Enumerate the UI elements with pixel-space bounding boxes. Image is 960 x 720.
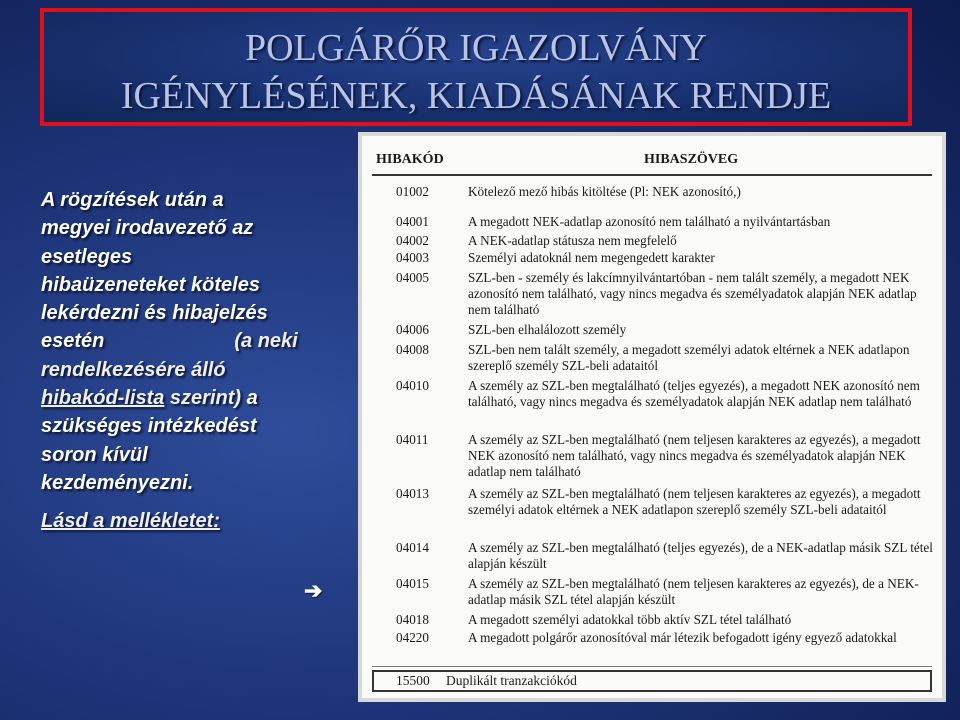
table-row — [362, 378, 942, 410]
error-code: 04014 — [396, 540, 429, 555]
error-code: 04006 — [396, 322, 429, 337]
error-code: 04220 — [396, 630, 429, 645]
table-row — [362, 214, 942, 230]
table-row — [362, 486, 942, 518]
error-code: 04001 — [396, 214, 429, 229]
error-text: Duplikált tranzakciókód — [446, 673, 577, 688]
error-text: SZL-ben elhalálozott személy — [468, 322, 627, 337]
text-span: kezdeményezni. — [41, 471, 194, 494]
table-row — [362, 184, 942, 200]
error-text: A megadott személyi adatokkal több aktív SZL tétel található — [468, 612, 792, 627]
title-box — [40, 8, 912, 126]
text-line — [41, 243, 331, 271]
text-line — [41, 469, 331, 497]
text-line — [41, 271, 331, 299]
table-row — [362, 233, 942, 249]
header-code: HIBAKÓD — [376, 152, 444, 167]
text-line — [41, 412, 331, 440]
header-text: HIBASZÖVEG — [644, 152, 739, 167]
text-span: szerint) — [169, 387, 242, 410]
table-row — [362, 322, 942, 338]
error-code: 04018 — [396, 612, 429, 627]
instruction-text — [41, 186, 331, 536]
text-span: lekérdezni — [41, 302, 139, 325]
text-span: (a neki — [234, 330, 298, 353]
divider — [372, 174, 932, 176]
text-span: esetleges — [41, 245, 133, 268]
text-line — [41, 384, 331, 412]
text-line — [41, 214, 331, 242]
error-code: 04010 — [396, 378, 429, 393]
error-code: 15500 — [396, 673, 430, 688]
error-code: 04002 — [396, 233, 429, 248]
error-code: 04003 — [396, 250, 429, 265]
text-line — [41, 186, 331, 214]
text-span: köteles — [191, 273, 260, 296]
error-text: Személyi adatoknál nem megengedett karakter — [468, 250, 715, 265]
text-span: rendelkezésére álló — [41, 358, 226, 381]
hibakod-lista-link[interactable]: hibakód-lista — [41, 387, 165, 410]
divider — [372, 666, 932, 667]
text-span: az — [232, 217, 254, 240]
text-span: és hibajelzés — [144, 302, 268, 325]
text-line — [41, 441, 331, 469]
error-text: A megadott NEK-adatlap azonosító nem található a nyilvántartásban — [468, 214, 831, 229]
text-span: hibaüzeneteket — [41, 273, 186, 296]
table-row — [362, 250, 942, 266]
error-text: A személy az SZL-ben megtalálható (teljes egyezés), de a NEK-adatlap másik SZL tétel alapján készült — [468, 540, 933, 571]
text-span: megyei irodavezető — [41, 217, 227, 240]
text-line — [41, 356, 331, 384]
error-code: 04008 — [396, 342, 429, 357]
table-row — [362, 270, 942, 317]
table-row — [372, 670, 932, 692]
error-code-table — [358, 132, 946, 702]
text-line — [41, 507, 331, 535]
error-text: SZL-ben nem talált személy, a megadott személyi adatok eltérnek a NEK adatlapon szereplő személy SZL-beli adataitól — [468, 342, 910, 373]
error-code: 04011 — [396, 432, 429, 447]
text-span: A rögzítések után a — [41, 189, 224, 211]
table-row — [362, 576, 942, 608]
table-row — [362, 432, 942, 479]
error-text: A személy az SZL-ben megtalálható (nem teljesen karakteres az egyezés), de a NEK-adatlap másik SZL tétel alapján készült — [468, 576, 919, 607]
error-text: A megadott polgárőr azonosítóval már létezik befogadott igény egyező adatokkal — [468, 630, 897, 645]
error-text: A személy az SZL-ben megtalálható (teljes egyezés), a megadott NEK azonosító nem található, vagy nincs megadva és személyadatok alapján NEK adatlap nem található — [468, 378, 920, 409]
error-text: SZL-ben - személy és lakcímnyilvántartóban - nem talált személy, a megadott NEK azonosító nem található, vagy nincs megadva és személyadatok alapján NEK adatlap nem található — [468, 270, 917, 317]
error-text: A NEK-adatlap státusza nem megfelelő — [468, 233, 677, 248]
text-line — [41, 327, 331, 355]
text-span: esetén — [41, 330, 105, 353]
error-code: 04005 — [396, 270, 429, 285]
error-text: Kötelező mező hibás kitöltése (Pl: NEK azonosító,) — [468, 184, 741, 199]
arrow-right-icon: ➔ — [304, 578, 323, 603]
error-text: A személy az SZL-ben megtalálható (nem teljesen karakteres az egyezés), a megadott NEK azonosító nem található, vagy nincs megadva és személyadatok alapján NEK adatlap nem található — [468, 432, 921, 479]
error-code: 04013 — [396, 486, 429, 501]
table-row — [362, 612, 942, 628]
table-row — [362, 630, 942, 646]
text-span: soron kívül — [41, 443, 148, 466]
table-row — [362, 342, 942, 374]
error-code: 04015 — [396, 576, 429, 591]
text-span: a — [246, 387, 258, 410]
text-span: szükséges intézkedést — [41, 415, 257, 438]
error-code: 01002 — [396, 184, 429, 199]
text-line — [41, 299, 331, 327]
attachment-link[interactable]: Lásd a mellékletet: — [41, 510, 220, 533]
table-row — [362, 540, 942, 572]
error-text: A személy az SZL-ben megtalálható (nem teljesen karakteres az egyezés), a megadott személyi adatok eltérnek a NEK adatlapon szereplő személy SZL-beli adataitól — [468, 486, 921, 517]
page-title-line-2: IGÉNYLÉSÉNEK, KIADÁSÁNAK RENDJE — [120, 75, 832, 117]
page-title-line-1: POLGÁRŐR IGAZOLVÁNY — [245, 27, 707, 69]
